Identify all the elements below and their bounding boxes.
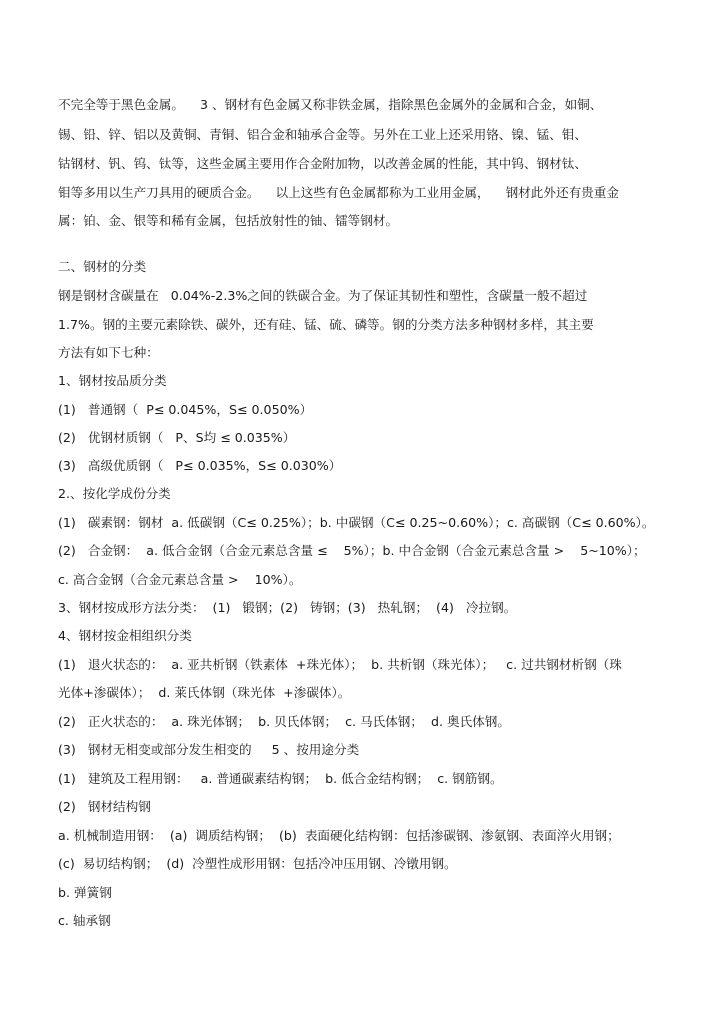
- subsection-heading: 3、钢材按成形方法分类： (1) 锻钢；(2) 铸钢；(3) 热轧钢； (4) 冷拉钢。: [58, 600, 517, 615]
- list-item: a. 机械制造用钢： (a) 调质结构钢； (b) 表面硬化结构钢：包括渗碳钢、渗氨钢、表面淬火用钢；: [58, 828, 620, 843]
- list-item: (1) 普通钢（ P≤ 0.045%，S≤ 0.050%）: [58, 402, 313, 417]
- text-line: 钼等多用以生产刀具用的硬质合金。 以上这些有色金属都称为工业用金属， 钢材此外还有贵重金: [58, 185, 619, 200]
- text-line: 钢是钢材含碳量在 0.04%-2.3%之间的铁碳合金。为了保证其韧性和塑性，含碳量一般不超过: [58, 288, 588, 303]
- subsection-heading: 4、钢材按金相组织分类: [58, 628, 192, 643]
- text-line: (c) 易切结构钢； (d) 冷塑性成形用钢：包括冷冲压用钢、冷镦用钢。: [58, 856, 457, 871]
- subsection-heading: 1、钢材按品质分类: [58, 373, 167, 388]
- text-line: 1.7%。钢的主要元素除铁、碳外，还有硅、锰、硫、磷等。钢的分类方法多种钢材多样，其主要: [58, 317, 594, 332]
- text-line: 方法有如下七种：: [58, 345, 159, 360]
- list-item: (3) 钢材无相变或部分发生相变的 5 、按用途分类: [58, 742, 360, 757]
- subsection-heading: 2.、按化学成份分类: [58, 486, 171, 501]
- list-item: (2) 优钢材质钢（ P、S均 ≤ 0.035%）: [58, 430, 296, 445]
- list-item: (2) 钢材结构钢: [58, 799, 151, 814]
- list-item: b. 弹簧钢: [58, 885, 112, 900]
- list-item: (1) 建筑及工程用钢： a. 普通碳素结构钢； b. 低合金结构钢； c. 钢筋钢。: [58, 771, 503, 786]
- text-line: 光体+渗碳体）； d. 莱氏体钢（珠光体 +渗碳体）。: [58, 685, 351, 700]
- list-item: (1) 退火状态的： a. 亚共析钢（铁素体 +珠光体）； b. 共析钢（珠光体）； c. 过共钢材析钢（珠: [58, 657, 622, 672]
- text-line: c. 高合金钢（合金元素总含量 > 10%）。: [58, 572, 302, 587]
- list-item: (3) 高级优质钢（ P≤ 0.035%，S≤ 0.030%）: [58, 458, 342, 473]
- list-item: (2) 合金钢： a. 低合金钢（合金元素总含量 ≤ 5%）；b. 中合金钢（合金元素总含量 > 5~10%）；: [58, 543, 646, 558]
- list-item: (2) 正火状态的： a. 珠光体钢； b. 贝氏体钢； c. 马氏体钢； d. 奥氏体钢。: [58, 714, 510, 729]
- text-line: 不完全等于黑色金属。 3 、钢材有色金属又称非铁金属，指除黑色金属外的金属和合金，如铜、: [58, 97, 603, 112]
- section-heading: 二、钢材的分类: [58, 259, 147, 274]
- text-line: 锡、铅、锌、铝以及黄铜、青铜、铝合金和轴承合金等。另外在工业上还采用铬、镍、锰、钼、: [58, 127, 587, 142]
- list-item: (1) 碳素钢：钢材 a. 低碳钢（C≤ 0.25%）；b. 中碳钢（C≤ 0.25~0.60%）；c. 高碳钢（C≤ 0.60%）。: [58, 515, 655, 530]
- list-item: c. 轴承钢: [58, 913, 111, 928]
- text-line: 属：铂、金、银等和稀有金属，包括放射性的铀、镭等钢材。: [58, 213, 399, 228]
- text-line: 钴钢材、钒、钨、钛等，这些金属主要用作合金附加物，以改善金属的性能，其中钨、钢材钛、: [58, 156, 587, 171]
